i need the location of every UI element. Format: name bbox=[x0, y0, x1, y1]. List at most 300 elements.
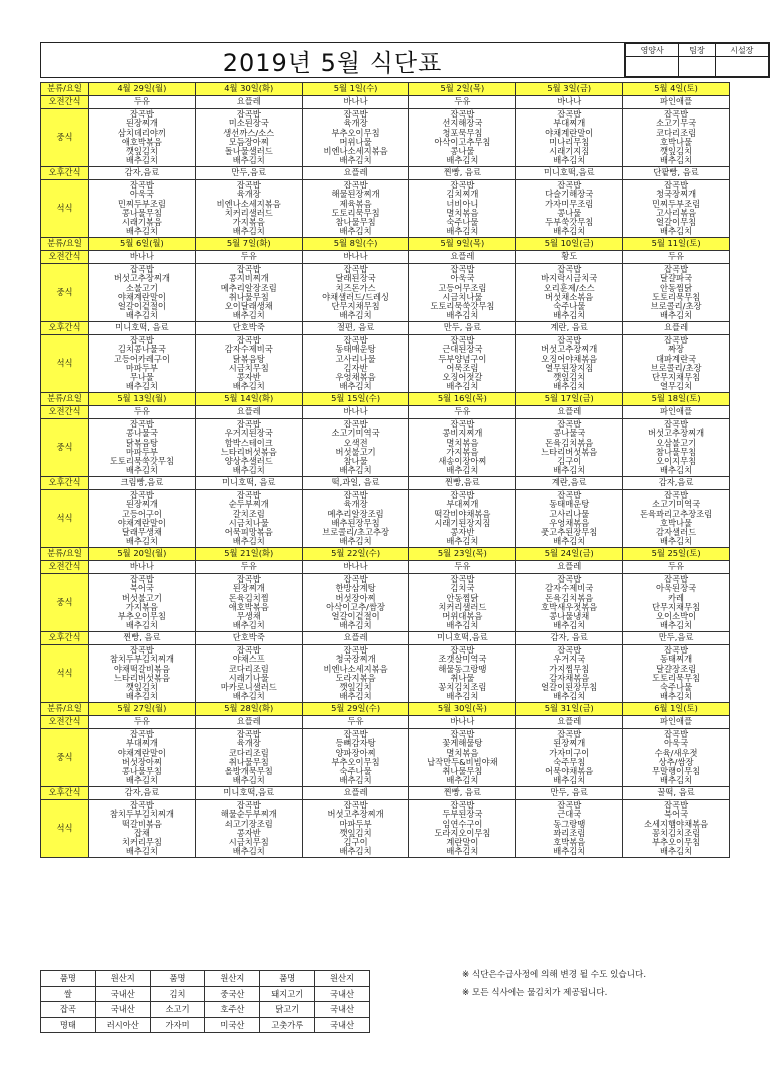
menu-item: 버섯장아찌 bbox=[335, 592, 376, 603]
menu-item: 비엔나소세지볶음 bbox=[323, 663, 388, 674]
origin-header-cell: 품명 bbox=[41, 971, 96, 987]
dinner-cell bbox=[302, 800, 409, 858]
menu-item: 시래기볶음 bbox=[121, 217, 162, 228]
menu-item: 잡곡밥 bbox=[236, 264, 261, 274]
menu-item: 잡곡밥 bbox=[557, 729, 582, 739]
menu-item: 치커리샐러드 bbox=[224, 207, 273, 218]
note-water-kimchi: ※ 모든 식사에는 물김치가 제공됩니다. bbox=[462, 988, 608, 998]
lunch-label: 중식 bbox=[41, 729, 89, 787]
afternoon-snack-cell: 감자,음료 bbox=[89, 787, 196, 800]
menu-item: 깻잎김치 bbox=[125, 682, 158, 693]
morning-snack-cell: 두유 bbox=[89, 406, 196, 419]
menu-item: 달걀장조림 bbox=[656, 663, 697, 674]
menu-item: 잡곡밥 bbox=[557, 800, 582, 810]
menu-item: 마파두부 bbox=[125, 362, 158, 373]
origin-cell: 잡곡 bbox=[41, 1002, 96, 1018]
afternoon-snack-cell: 만두,음료 bbox=[195, 167, 302, 180]
origin-cell: 쌀 bbox=[41, 986, 96, 1002]
lunch-cell bbox=[516, 264, 623, 322]
menu-item: 배추김치 bbox=[553, 691, 586, 702]
menu-item: 잡곡밥 bbox=[664, 264, 689, 274]
menu-item: 해물순두부찌개 bbox=[220, 809, 277, 820]
morning-snack-cell: 두유 bbox=[302, 716, 409, 729]
menu-item: 아욱국 bbox=[450, 273, 475, 284]
menu-item: 배추김치 bbox=[446, 775, 479, 786]
menu-item: 무나물 bbox=[129, 372, 154, 383]
menu-item: 잡곡밥 bbox=[557, 645, 582, 655]
menu-item: 취나물 bbox=[450, 672, 475, 683]
lunch-cell bbox=[516, 419, 623, 477]
menu-item: 배추김치 bbox=[446, 465, 479, 476]
menu-item: 잡곡밥 bbox=[343, 645, 368, 655]
menu-item: 잡곡밥 bbox=[129, 335, 154, 345]
menu-item: 김구이 bbox=[557, 456, 582, 467]
menu-item: 느타리버섯볶음 bbox=[541, 446, 598, 457]
menu-item: 오삼불고기 bbox=[656, 437, 697, 448]
origin-header-cell: 원산지 bbox=[205, 971, 260, 987]
menu-item: 버섯고추장찌개 bbox=[113, 273, 170, 284]
afternoon-snack-cell: 요플레 bbox=[302, 787, 409, 800]
dinner-cell bbox=[195, 645, 302, 703]
menu-item: 꽃게해물탕 bbox=[442, 738, 483, 749]
menu-item: 민찌두부조림 bbox=[117, 198, 166, 209]
afternoon-snack-cell: 단팥빵, 음료 bbox=[623, 167, 730, 180]
origin-table bbox=[40, 970, 370, 1033]
menu-item: 배추김치 bbox=[232, 310, 265, 321]
menu-item: 잡곡밥 bbox=[129, 490, 154, 500]
morning-snack-label: 오전간식 bbox=[41, 251, 89, 264]
menu-item: 잡곡밥 bbox=[450, 645, 475, 655]
dinner-cell bbox=[516, 180, 623, 238]
menu-item: 콩자반 bbox=[236, 827, 261, 838]
afternoon-snack-cell: 미니호떡, 음료 bbox=[89, 322, 196, 335]
menu-item: 오색전 bbox=[343, 437, 368, 448]
menu-item: 잡곡밥 bbox=[236, 800, 261, 810]
afternoon-snack-label: 오후간식 bbox=[41, 477, 89, 490]
menu-item: 잡곡밥 bbox=[664, 490, 689, 500]
morning-snack-label: 오전간식 bbox=[41, 406, 89, 419]
header-label: 분류/요일 bbox=[41, 703, 89, 716]
menu-item: 치커리무침 bbox=[121, 837, 162, 848]
menu-item: 청국장찌개 bbox=[656, 189, 697, 200]
menu-item: 부대찌개 bbox=[553, 118, 586, 129]
menu-item: 감자수제비국 bbox=[224, 344, 273, 355]
morning-snack-cell: 파인애플 bbox=[623, 716, 730, 729]
afternoon-snack-cell: 계란,음료 bbox=[516, 477, 623, 490]
menu-item: 비엔나소세지볶음 bbox=[323, 146, 388, 157]
dinner-cell bbox=[302, 335, 409, 393]
menu-item: 잡곡밥 bbox=[129, 419, 154, 429]
menu-item: 고사리볶음 bbox=[656, 207, 697, 218]
menu-item: 우엉채볶음 bbox=[549, 517, 590, 528]
menu-item: 잡곡밥 bbox=[129, 729, 154, 739]
menu-item: 잡곡밥 bbox=[343, 264, 368, 274]
menu-item: 시금치나물 bbox=[442, 291, 483, 302]
menu-item: 김구이 bbox=[343, 837, 368, 848]
lunch-cell bbox=[409, 109, 516, 167]
day-header: 5월 28일(화) bbox=[195, 703, 302, 716]
lunch-cell bbox=[409, 574, 516, 632]
menu-item: 수육/새우젓 bbox=[654, 747, 698, 758]
afternoon-snack-label: 오후간식 bbox=[41, 322, 89, 335]
menu-item: 꽁치김치조림 bbox=[652, 827, 701, 838]
menu-item: 야채계란말이 bbox=[117, 747, 166, 758]
day-header: 4월 30일(화) bbox=[195, 83, 302, 96]
morning-snack-cell: 두유 bbox=[623, 251, 730, 264]
menu-item: 두부양념구이 bbox=[438, 353, 487, 364]
day-header: 5월 10일(금) bbox=[516, 238, 623, 251]
menu-item: 민찌두부조림 bbox=[652, 198, 701, 209]
menu-item: 김치찌개 bbox=[446, 189, 479, 200]
menu-item: 배추김치 bbox=[660, 846, 693, 857]
menu-item: 호박볶음 bbox=[553, 837, 586, 848]
morning-snack-cell: 요플레 bbox=[409, 251, 516, 264]
menu-item: 등뼈감자탕 bbox=[335, 738, 376, 749]
menu-item: 도토리묵무침 bbox=[652, 291, 701, 302]
menu-item: 배추김치 bbox=[232, 536, 265, 547]
menu-item: 브로콜리/초장 bbox=[650, 362, 702, 373]
menu-item: 잡곡밥 bbox=[450, 490, 475, 500]
menu-item: 두부쑥갓무침 bbox=[545, 217, 594, 228]
dinner-label: 석식 bbox=[41, 800, 89, 858]
menu-item: 바지락시금치국 bbox=[541, 273, 598, 284]
menu-item: 배추김치 bbox=[232, 465, 265, 476]
dinner-label: 석식 bbox=[41, 335, 89, 393]
menu-item: 취나물무침 bbox=[228, 291, 269, 302]
menu-item: 열무된장지짐 bbox=[545, 362, 594, 373]
morning-snack-cell: 바나나 bbox=[89, 251, 196, 264]
menu-item: 부추오이무침 bbox=[331, 756, 380, 767]
day-header: 5월 25일(토) bbox=[623, 548, 730, 561]
notes bbox=[462, 966, 646, 1002]
menu-item: 버섯불고기 bbox=[121, 592, 162, 603]
menu-item: 부추오이무침 bbox=[652, 837, 701, 848]
menu-item: 어묵피망볶음 bbox=[224, 527, 273, 538]
afternoon-snack-cell: 크림빵,음료 bbox=[89, 477, 196, 490]
menu-item: 우엉채볶음 bbox=[335, 372, 376, 383]
origin-cell: 고춧가루 bbox=[260, 1017, 315, 1033]
dinner-cell bbox=[516, 645, 623, 703]
day-header: 5월 16일(목) bbox=[409, 393, 516, 406]
menu-item: 잡곡밥 bbox=[236, 419, 261, 429]
menu-item: 북어국 bbox=[664, 809, 689, 820]
lunch-cell bbox=[409, 264, 516, 322]
menu-item: 잡곡밥 bbox=[664, 180, 689, 190]
menu-item: 배추김치 bbox=[553, 620, 586, 631]
menu-item: 계란말이 bbox=[446, 837, 479, 848]
day-header: 5월 13일(월) bbox=[89, 393, 196, 406]
menu-item: 잡곡밥 bbox=[557, 490, 582, 500]
menu-item: 배추김치 bbox=[553, 846, 586, 857]
dinner-cell bbox=[302, 490, 409, 548]
day-header: 5월 7일(화) bbox=[195, 238, 302, 251]
menu-item: 도토리묵무침 bbox=[331, 207, 380, 218]
menu-item: 배추김치 bbox=[339, 536, 372, 547]
menu-item: 잡곡밥 bbox=[343, 109, 368, 119]
lunch-cell bbox=[302, 264, 409, 322]
menu-item: 잡곡밥 bbox=[236, 729, 261, 739]
lunch-cell bbox=[195, 264, 302, 322]
dinner-cell bbox=[516, 800, 623, 858]
origin-cell: 가자미 bbox=[150, 1017, 205, 1033]
menu-item: 야채계란말이 bbox=[117, 517, 166, 528]
menu-item: 버섯고추장찌개 bbox=[541, 344, 598, 355]
menu-item: 열무김치 bbox=[660, 381, 693, 392]
menu-item: 버섯장아찌 bbox=[121, 756, 162, 767]
menu-item: 숙주나물 bbox=[339, 766, 372, 777]
menu-item: 얼갈이된장무침 bbox=[541, 682, 598, 693]
menu-item: 양상추샐러드 bbox=[224, 456, 273, 467]
menu-item: 근대국 bbox=[557, 809, 582, 820]
menu-item: 배추김치 bbox=[660, 691, 693, 702]
lunch-cell bbox=[89, 419, 196, 477]
day-header: 4월 29일(월) bbox=[89, 83, 196, 96]
afternoon-snack-cell: 미니호떡,음료 bbox=[409, 632, 516, 645]
menu-item: 도라지오이무침 bbox=[434, 827, 491, 838]
menu-item: 고등어구이 bbox=[121, 508, 162, 519]
menu-item: 시금치무침 bbox=[228, 362, 269, 373]
menu-item: 참나물무침 bbox=[335, 217, 376, 228]
approval-label-team-leader: 팀장 bbox=[679, 44, 715, 57]
menu-item: 야채샐러드/드레싱 bbox=[322, 291, 390, 302]
menu-item: 배추김치 bbox=[660, 465, 693, 476]
menu-item: 잡곡밥 bbox=[450, 335, 475, 345]
menu-item: 소고기미역국 bbox=[331, 428, 380, 439]
menu-item: 삼치데리야끼 bbox=[117, 127, 166, 138]
menu-item: 배추김치 bbox=[339, 846, 372, 857]
morning-snack-label: 오전간식 bbox=[41, 561, 89, 574]
menu-item: 짜장 bbox=[668, 344, 685, 355]
menu-item: 느타리버섯볶음 bbox=[220, 446, 277, 457]
menu-item: 해물동그랑땡 bbox=[438, 663, 487, 674]
menu-item: 잡곡밥 bbox=[343, 419, 368, 429]
menu-item: 무생채 bbox=[236, 611, 261, 622]
menu-item: 배추김치 bbox=[553, 155, 586, 166]
menu-item: 배추김치 bbox=[232, 846, 265, 857]
menu-item: 부대찌개 bbox=[446, 499, 479, 510]
menu-item: 버섯불고기 bbox=[335, 446, 376, 457]
afternoon-snack-cell: 찐빵, 음료 bbox=[409, 167, 516, 180]
afternoon-snack-label: 오후간식 bbox=[41, 632, 89, 645]
menu-item: 배추김치 bbox=[125, 155, 158, 166]
lunch-cell bbox=[89, 264, 196, 322]
afternoon-snack-cell: 미니호떡, 음료 bbox=[195, 477, 302, 490]
menu-item: 참나물 bbox=[343, 456, 368, 467]
dinner-cell bbox=[89, 800, 196, 858]
menu-item: 도라지볶음 bbox=[335, 672, 376, 683]
dinner-label: 석식 bbox=[41, 645, 89, 703]
morning-snack-row bbox=[41, 716, 730, 729]
menu-item: 치커리샐러드 bbox=[438, 601, 487, 612]
menu-item: 잡곡밥 bbox=[450, 419, 475, 429]
lunch-cell bbox=[516, 574, 623, 632]
afternoon-snack-cell: 만두,음료 bbox=[623, 632, 730, 645]
menu-item: 배추김치 bbox=[660, 310, 693, 321]
menu-item: 콩지비찌개 bbox=[228, 273, 269, 284]
menu-item: 메추리알장조림 bbox=[220, 282, 277, 293]
menu-item: 도토리묵쑥갓무침 bbox=[430, 301, 495, 312]
menu-item: 배추김치 bbox=[553, 536, 586, 547]
afternoon-snack-cell: 꿀떡, 음료 bbox=[623, 787, 730, 800]
menu-item: 배추김치 bbox=[553, 775, 586, 786]
dinner-cell bbox=[409, 490, 516, 548]
menu-item: 배추김치 bbox=[339, 775, 372, 786]
menu-item: 잡곡밥 bbox=[129, 109, 154, 119]
menu-item: 동그랑땡 bbox=[553, 818, 586, 829]
menu-item: 동태찌개 bbox=[660, 654, 693, 665]
menu-item: 코다리조림 bbox=[228, 663, 269, 674]
morning-snack-cell: 바나나 bbox=[516, 96, 623, 109]
menu-item: 야채계란말이 bbox=[545, 127, 594, 138]
dinner-row bbox=[41, 180, 730, 238]
menu-item: 배추김치 bbox=[446, 620, 479, 631]
dinner-cell bbox=[409, 335, 516, 393]
day-header: 5월 9일(목) bbox=[409, 238, 516, 251]
menu-item: 코다리조림 bbox=[656, 127, 697, 138]
afternoon-snack-row bbox=[41, 632, 730, 645]
menu-item: 시래기지짐 bbox=[549, 146, 590, 157]
approval-label-nutritionist: 영양사 bbox=[626, 44, 679, 57]
dinner-cell bbox=[195, 180, 302, 238]
menu-table bbox=[40, 82, 730, 858]
menu-item: 배추김치 bbox=[660, 226, 693, 237]
lunch-cell bbox=[195, 419, 302, 477]
lunch-label: 중식 bbox=[41, 574, 89, 632]
menu-item: 청포묵무침 bbox=[442, 127, 483, 138]
menu-item: 야채떡갈비볶음 bbox=[113, 663, 170, 674]
menu-item: 콩나물무침 bbox=[121, 207, 162, 218]
menu-item: 근대된장국 bbox=[442, 344, 483, 355]
menu-item: 가지볶음 bbox=[446, 446, 479, 457]
day-header: 5월 23일(목) bbox=[409, 548, 516, 561]
menu-item: 숙주나물 bbox=[660, 682, 693, 693]
menu-item: 된장찌개 bbox=[232, 583, 265, 594]
menu-item: 카레 bbox=[668, 592, 685, 603]
menu-item: 돌나물샐러드 bbox=[224, 146, 273, 157]
menu-item: 돈육김치볶음 bbox=[545, 592, 594, 603]
page-title: 2019년 5월 식단표 bbox=[222, 48, 443, 77]
afternoon-snack-cell: 만두, 음료 bbox=[409, 322, 516, 335]
morning-snack-cell: 바나나 bbox=[302, 561, 409, 574]
morning-snack-row bbox=[41, 406, 730, 419]
menu-item: 잡곡밥 bbox=[236, 335, 261, 345]
menu-item: 배추김치 bbox=[339, 155, 372, 166]
menu-item: 잡곡밥 bbox=[236, 109, 261, 119]
morning-snack-cell: 요플레 bbox=[516, 406, 623, 419]
menu-item: 시래기된장지짐 bbox=[434, 517, 491, 528]
menu-item: 머위나물 bbox=[339, 136, 372, 147]
menu-item: 콩자반 bbox=[450, 527, 475, 538]
dinner-cell bbox=[516, 335, 623, 393]
lunch-label: 중식 bbox=[41, 264, 89, 322]
origin-cell: 국내산 bbox=[315, 1002, 370, 1018]
menu-item: 콩나물국 bbox=[553, 428, 586, 439]
menu-item: 호박새우젓볶음 bbox=[541, 601, 598, 612]
menu-item: 소고기미역국 bbox=[652, 499, 701, 510]
dinner-cell bbox=[89, 335, 196, 393]
lunch-cell bbox=[623, 109, 730, 167]
day-header: 5월 27일(월) bbox=[89, 703, 196, 716]
morning-snack-cell: 바나나 bbox=[89, 561, 196, 574]
menu-item: 배추김치 bbox=[660, 775, 693, 786]
afternoon-snack-cell: 찐빵, 음료 bbox=[89, 632, 196, 645]
menu-item: 어묵조림 bbox=[446, 362, 479, 373]
menu-item: 닭볶음탕 bbox=[232, 353, 265, 364]
menu-item: 숙주무침 bbox=[553, 756, 586, 767]
morning-snack-cell: 두유 bbox=[195, 251, 302, 264]
day-header: 5월 18일(토) bbox=[623, 393, 730, 406]
menu-item: 떡갈비야채볶음 bbox=[434, 508, 491, 519]
menu-item: 참치두부김치찌개 bbox=[109, 809, 174, 820]
menu-item: 잡곡밥 bbox=[664, 109, 689, 119]
origin-header-cell: 품명 bbox=[150, 971, 205, 987]
afternoon-snack-cell: 찐빵,음료 bbox=[409, 477, 516, 490]
menu-item: 부대찌개 bbox=[125, 738, 158, 749]
header-label: 분류/요일 bbox=[41, 548, 89, 561]
menu-item: 김자반 bbox=[343, 362, 368, 373]
menu-item: 돈육김치찜 bbox=[228, 592, 269, 603]
menu-item: 잡곡밥 bbox=[664, 574, 689, 584]
dinner-cell bbox=[89, 490, 196, 548]
menu-item: 버섯채소볶음 bbox=[545, 291, 594, 302]
morning-snack-cell: 요플레 bbox=[516, 561, 623, 574]
lunch-cell bbox=[409, 729, 516, 787]
afternoon-snack-cell: 미니호떡,음료 bbox=[516, 167, 623, 180]
menu-item: 잡곡밥 bbox=[236, 180, 261, 190]
dinner-row bbox=[41, 645, 730, 703]
morning-snack-cell: 두유 bbox=[623, 561, 730, 574]
menu-item: 조갯살미역국 bbox=[438, 654, 487, 665]
menu-item: 새송이장아찌 bbox=[438, 456, 487, 467]
lunch-cell bbox=[89, 729, 196, 787]
menu-item: 멸치볶음 bbox=[446, 437, 479, 448]
morning-snack-cell: 파인애플 bbox=[623, 406, 730, 419]
menu-item: 풋고추된장무침 bbox=[541, 527, 598, 538]
lunch-cell bbox=[302, 729, 409, 787]
menu-item: 배추김치 bbox=[553, 465, 586, 476]
menu-item: 깻잎김치 bbox=[125, 146, 158, 157]
menu-item: 미나리무침 bbox=[549, 136, 590, 147]
origin-cell: 돼지고기 bbox=[260, 986, 315, 1002]
afternoon-snack-cell: 단호박죽 bbox=[195, 322, 302, 335]
afternoon-snack-row bbox=[41, 167, 730, 180]
menu-item: 배추김치 bbox=[446, 846, 479, 857]
morning-snack-cell: 두유 bbox=[409, 561, 516, 574]
menu-item: 가자미무조림 bbox=[545, 198, 594, 209]
menu-item: 콩비지찌개 bbox=[442, 428, 483, 439]
menu-item: 아삭이고추무침 bbox=[434, 136, 491, 147]
menu-item: 배추김치 bbox=[125, 536, 158, 547]
menu-item: 마파두부 bbox=[125, 446, 158, 457]
menu-item: 배추김치 bbox=[339, 691, 372, 702]
menu-item: 잡곡밥 bbox=[343, 729, 368, 739]
lunch-cell bbox=[195, 109, 302, 167]
menu-item: 잡곡밥 bbox=[129, 264, 154, 274]
morning-snack-cell: 바나나 bbox=[302, 96, 409, 109]
afternoon-snack-cell: 계란, 음료 bbox=[516, 322, 623, 335]
menu-item: 잡곡밥 bbox=[557, 419, 582, 429]
dinner-cell bbox=[195, 490, 302, 548]
menu-item: 깻잎김치 bbox=[339, 827, 372, 838]
morning-snack-cell: 요플레 bbox=[195, 716, 302, 729]
lunch-cell bbox=[302, 574, 409, 632]
menu-item: 육개장 bbox=[343, 118, 368, 129]
day-header: 5월 24일(금) bbox=[516, 548, 623, 561]
origin-cell: 중국산 bbox=[205, 986, 260, 1002]
menu-item: 브로콜리/초장 bbox=[650, 301, 702, 312]
menu-item: 잡곡밥 bbox=[236, 574, 261, 584]
lunch-cell bbox=[302, 419, 409, 477]
